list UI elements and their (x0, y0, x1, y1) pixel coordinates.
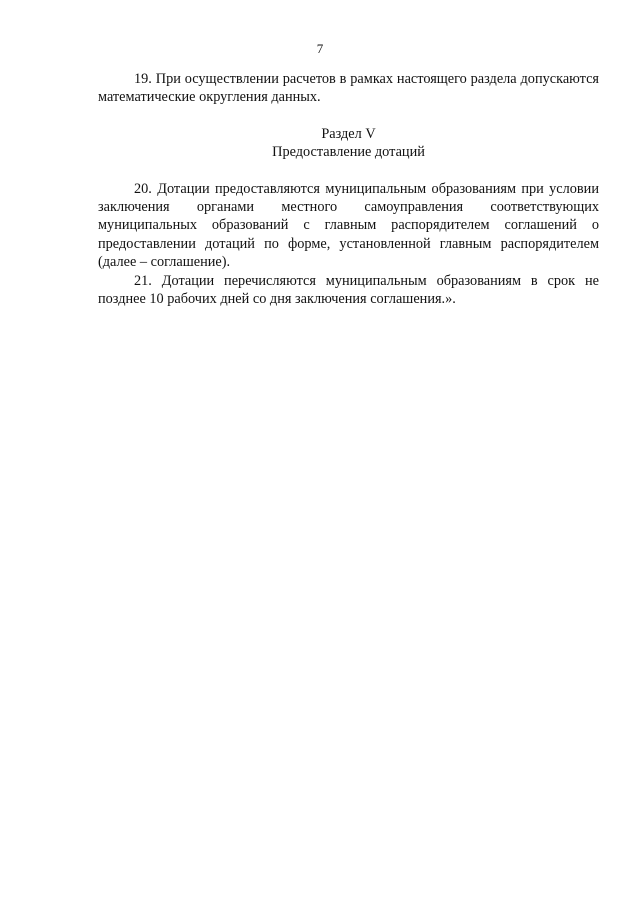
section-label: Раздел V (321, 125, 376, 142)
paragraph-21: 21. Дотации перечисляются муниципальным образованиям в срок не позднее 10 рабочих дней со дня заключения соглашения.». (98, 272, 599, 308)
section-heading (98, 125, 599, 162)
page-number: 7 (316, 41, 324, 56)
document-body (98, 70, 599, 308)
paragraph-20: 20. Дотации предоставляются муниципальным образованиям при условии заключения органами местного самоуправления соответствующих муниципальных образований с главным распорядителем соглашений о предоставлении дотаций по форме, установленной главным распорядителем (далее – соглашение). (98, 180, 599, 271)
section-title: Предоставление дотаций (272, 144, 425, 161)
paragraph-19: 19. При осуществлении расчетов в рамках настоящего раздела допускаются математические округления данных. (98, 71, 599, 106)
